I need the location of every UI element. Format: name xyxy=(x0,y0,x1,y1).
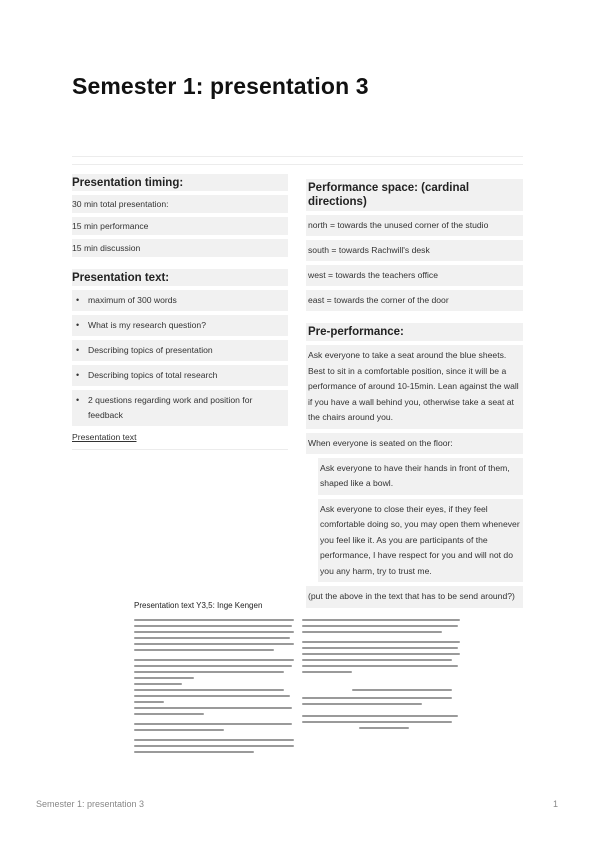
presentation-text-thumbnail xyxy=(134,598,462,794)
thumbnail-text-line xyxy=(302,721,452,723)
thumbnail-text-line xyxy=(302,647,458,649)
thumbnail-text-line xyxy=(134,683,182,685)
thumbnail-text-line xyxy=(134,707,292,709)
pre-paragraph-indented xyxy=(318,458,523,495)
pre-text: (put the above in the text that has to be send around?) xyxy=(308,591,515,601)
bullet-text: What is my research question? xyxy=(88,320,206,330)
thumbnail-text-line xyxy=(134,625,292,627)
pre-text: Ask everyone to close their eyes, if they feel comfortable doing so, you may open them whenever you feel like it. As you are participants of the performance, I have respect for you and will not do you any harm, try to trust me. xyxy=(320,503,520,576)
bullet-icon: • xyxy=(76,320,80,330)
pre-heading: Pre-performance: xyxy=(308,326,404,338)
timing-line xyxy=(72,195,288,213)
thumbnail-text-line xyxy=(134,619,294,621)
pre-paragraph-indented xyxy=(318,499,523,583)
thumbnail-text-line xyxy=(302,625,458,627)
pre-text: Ask everyone to have their hands in front of them, shaped like a bowl. xyxy=(320,462,510,488)
section-divider xyxy=(72,164,523,165)
thumbnail-text-line xyxy=(302,653,460,655)
timing-heading-block xyxy=(72,174,288,191)
title-divider xyxy=(72,156,523,157)
thumbnail-text-line xyxy=(134,729,224,731)
pre-text: When everyone is seated on the floor: xyxy=(308,437,453,448)
thumbnail-text-line xyxy=(134,701,164,703)
direction-line xyxy=(306,265,523,286)
thumbnail-text-line xyxy=(134,689,284,691)
thumbnail-text-line xyxy=(352,689,452,691)
thumbnail-text-line xyxy=(134,677,194,679)
thumbnail-text-line xyxy=(134,659,294,661)
bullet-icon: • xyxy=(76,370,80,380)
bullet-item xyxy=(72,290,288,311)
direction-text: south = towards Rachwill's desk xyxy=(308,245,430,255)
bullet-icon: • xyxy=(76,295,80,305)
thumbnail-text-line xyxy=(302,631,442,633)
thumbnail-text-line xyxy=(134,751,254,753)
thumbnail-text-line xyxy=(134,631,294,633)
bullet-text: Describing topics of total research xyxy=(88,370,218,380)
left-column xyxy=(72,174,288,450)
bullet-icon: • xyxy=(76,395,80,405)
thumbnail-text-line xyxy=(134,695,290,697)
timing-line xyxy=(72,239,288,257)
bullet-item xyxy=(72,365,288,386)
timing-heading: Presentation timing: xyxy=(72,177,184,189)
pre-heading-block xyxy=(306,323,523,341)
pre-paragraph xyxy=(306,433,523,454)
thumbnail-text-line xyxy=(359,727,409,729)
pre-paragraph xyxy=(306,345,523,429)
bullet-item xyxy=(72,315,288,336)
direction-text: west = towards the teachers office xyxy=(308,270,439,280)
direction-line xyxy=(306,290,523,311)
bullet-item xyxy=(72,390,288,426)
thumbnail-text-line xyxy=(134,665,292,667)
thumbnail-text-line xyxy=(302,659,452,661)
left-bottom-divider xyxy=(72,449,288,450)
thumbnail-text-line xyxy=(134,671,284,673)
thumbnail-text-line xyxy=(302,715,458,717)
bullet-text: 2 questions regarding work and position for feedback xyxy=(88,395,253,420)
thumbnail-text-line xyxy=(134,723,292,725)
timing-line-text: 15 min discussion xyxy=(72,243,141,253)
direction-text: north = towards the unused corner of the studio xyxy=(308,220,489,230)
thumbnail-text-line xyxy=(302,703,422,705)
text-heading: Presentation text: xyxy=(72,272,170,284)
text-heading-block xyxy=(72,269,288,286)
thumbnail-text-line xyxy=(302,665,458,667)
direction-text: east = towards the corner of the door xyxy=(308,295,449,305)
thumbnail-text-line xyxy=(302,671,352,673)
footer-title: Semester 1: presentation 3 xyxy=(36,799,145,809)
right-column xyxy=(306,179,523,612)
page-number: 1 xyxy=(553,799,559,809)
timing-line-text: 15 min performance xyxy=(72,221,149,231)
thumbnail-text-line xyxy=(134,649,274,651)
page-title: Semester 1: presentation 3 xyxy=(72,73,369,99)
thumbnail-title: Presentation text Y3,5: Inge Kengen xyxy=(134,601,263,610)
thumbnail-text-line xyxy=(134,739,294,741)
bullet-item xyxy=(72,340,288,361)
thumbnail-text-line xyxy=(134,745,294,747)
timing-line xyxy=(72,217,288,235)
presentation-text-link[interactable]: Presentation text xyxy=(72,432,137,442)
thumbnail-text-line xyxy=(302,619,460,621)
thumbnail-text-line xyxy=(134,643,294,645)
bullet-icon: • xyxy=(76,345,80,355)
bullet-text: maximum of 300 words xyxy=(88,295,177,305)
pre-text: Ask everyone to take a seat around the blue sheets. Best to sit in a comfortable position, since it will be a performance of around 10-15min. Lean against the wall if you have a wall behind you, otherwise take a seat at the chairs around you. xyxy=(308,350,519,422)
direction-line xyxy=(306,240,523,261)
thumbnail-text-line xyxy=(134,637,290,639)
thumbnail-text-line xyxy=(302,697,452,699)
space-heading: Performance space: (cardinal directions) xyxy=(308,182,470,208)
thumbnail-text-line xyxy=(302,641,460,643)
timing-line-text: 30 min total presentation: xyxy=(72,199,169,209)
bullet-text: Describing topics of presentation xyxy=(88,345,213,355)
direction-line xyxy=(306,215,523,236)
thumbnail-text-line xyxy=(134,713,204,715)
space-heading-block xyxy=(306,179,523,211)
